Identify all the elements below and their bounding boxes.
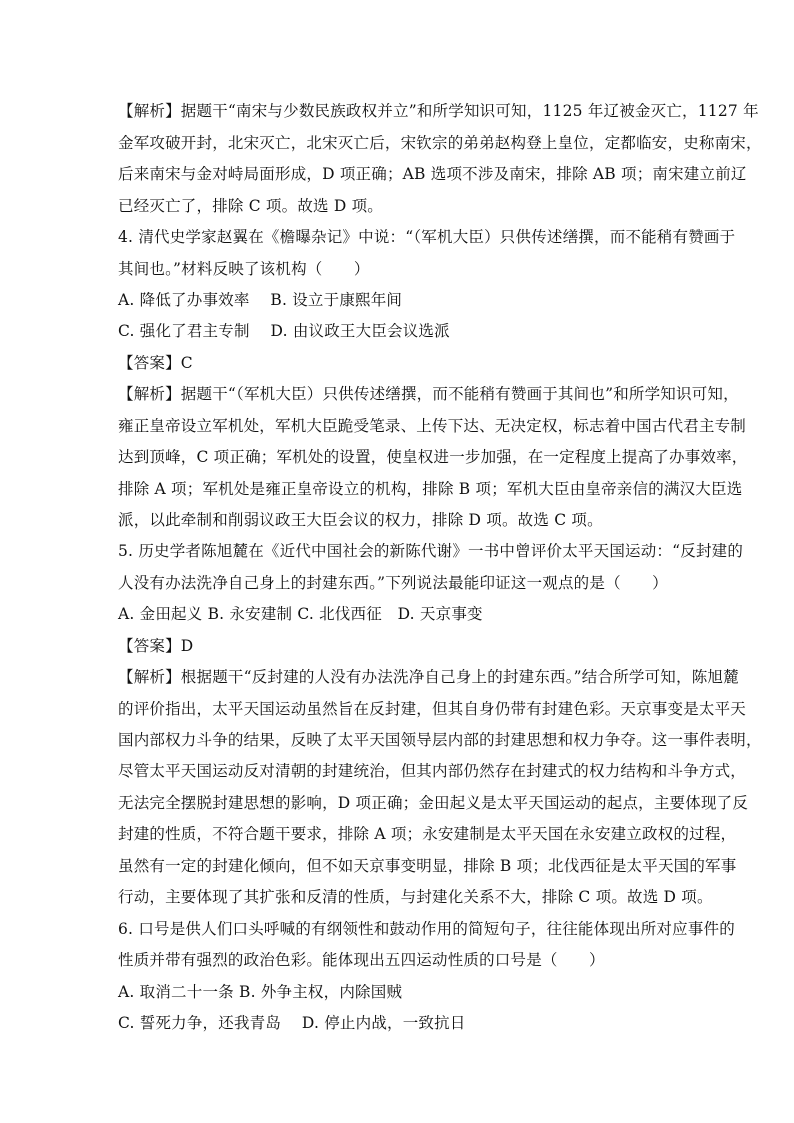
question-4-stem-line-2: 其间也。”材料反映了该机构（ ） [118, 260, 370, 278]
question-5-options: A. 金田起义 B. 永安建制 C. 北伐西征 D. 天京事变 [118, 605, 483, 623]
question-6-stem-line-2: 性质并带有强烈的政治色彩。能体现出五四运动性质的口号是（ ） [118, 951, 605, 969]
analysis-q5-line-5: 无法完全摆脱封建思想的影响，D 项正确；金田起义是太平天国运动的起点，主要体现了反 [118, 794, 749, 812]
question-5-stem-line-2: 人没有办法洗净自己身上的封建东西。”下列说法最能印证这一观点的是（ ） [118, 574, 668, 592]
analysis-q4-line-4: 排除 A 项；军机处是雍正皇帝设立的机构，排除 B 项；军机大臣由皇帝亲信的满汉大臣选 [118, 480, 743, 498]
analysis-q4-line-3: 达到顶峰，C 项正确；军机处的设置，使皇权进一步加强，在一定程度上提高了办事效率， [118, 448, 748, 466]
analysis-q3-line-4: 已经灭亡了，排除 C 项。故选 D 项。 [118, 197, 383, 215]
question-6-options-ab: A. 取消二十一条 B. 外争主权，内除国贼 [118, 983, 403, 1001]
analysis-q4-line-2: 雍正皇帝设立军机处，军机大臣跪受笔录、上传下达、无决定权，标志着中国古代君主专制 [118, 417, 747, 435]
question-5-answer: 【答案】D [118, 637, 194, 655]
analysis-q5-line-2: 的评价指出，太平天国运动虽然旨在反封建，但其自身仍带有封建色彩。天京事变是太平天 [118, 700, 747, 718]
question-4-options-ab: A. 降低了办事效率 B. 设立于康熙年间 [118, 291, 403, 309]
analysis-q3-line-2: 金军攻破开封，北宋灭亡，北宋灭亡后，宋钦宗的弟弟赵构登上皇位，定都临安，史称南宋， [118, 134, 762, 152]
analysis-q4-line-5: 派，以此牵制和削弱议政王大臣会议的权力，排除 D 项。故选 C 项。 [118, 511, 603, 529]
question-6-options-cd: C. 誓死力争，还我青岛 D. 停止内战，一致抗日 [118, 1014, 466, 1032]
analysis-q3-line-3: 后来南宋与金对峙局面形成，D 项正确；AB 选项不涉及南宋，排除 AB 项；南宋建立前辽 [118, 165, 747, 183]
analysis-q5-line-3: 国内部权力斗争的结果，反映了太平天国领导层内部的封建思想和权力争夺。这一事件表明， [118, 731, 762, 749]
question-4-options-cd: C. 强化了君主专制 D. 由议政王大臣会议选派 [118, 322, 450, 340]
question-4-answer: 【答案】C [118, 354, 193, 372]
analysis-q4-line-1: 【解析】据题干“（军机大臣）只供传述缮撰，而不能稍有赞画于其间也”和所学知识可知， [118, 385, 739, 403]
question-4-stem-line-1: 4. 清代史学家赵翼在《檐曝杂记》中说：“（军机大臣）只供传述缮撰，而不能稍有赞画于 [118, 228, 736, 246]
analysis-q5-line-8: 行动，主要体现了其扩张和反清的性质，与封建化关系不大，排除 C 项。故选 D 项。 [118, 888, 713, 906]
analysis-q3-line-1: 【解析】据题干“南宋与少数民族政权并立”和所学知识可知，1125 年辽被金灭亡，1127 年 [118, 102, 759, 120]
analysis-q5-line-6: 封建的性质，不符合题干要求，排除 A 项；永安建制是太平天国在永安建立政权的过程， [118, 825, 737, 843]
question-6-stem-line-1: 6. 口号是供人们口头呼喊的有纲领性和鼓动作用的简短句子，往往能体现出所对应事件的 [118, 920, 735, 938]
question-5-stem-line-1: 5. 历史学者陈旭麓在《近代中国社会的新陈代谢》一书中曾评价太平天国运动：“反封建的 [118, 542, 744, 560]
analysis-q5-line-1: 【解析】根据题干“反封建的人没有办法洗净自己身上的封建东西。”结合所学可知，陈旭麓 [118, 668, 739, 686]
analysis-q5-line-4: 尽管太平天国运动反对清朝的封建统治，但其内部仍然存在封建式的权力结构和斗争方式， [118, 762, 747, 780]
analysis-q5-line-7: 虽然有一定的封建化倾向，但不如天京事变明显，排除 B 项；北伐西征是太平天国的军事 [118, 857, 737, 875]
